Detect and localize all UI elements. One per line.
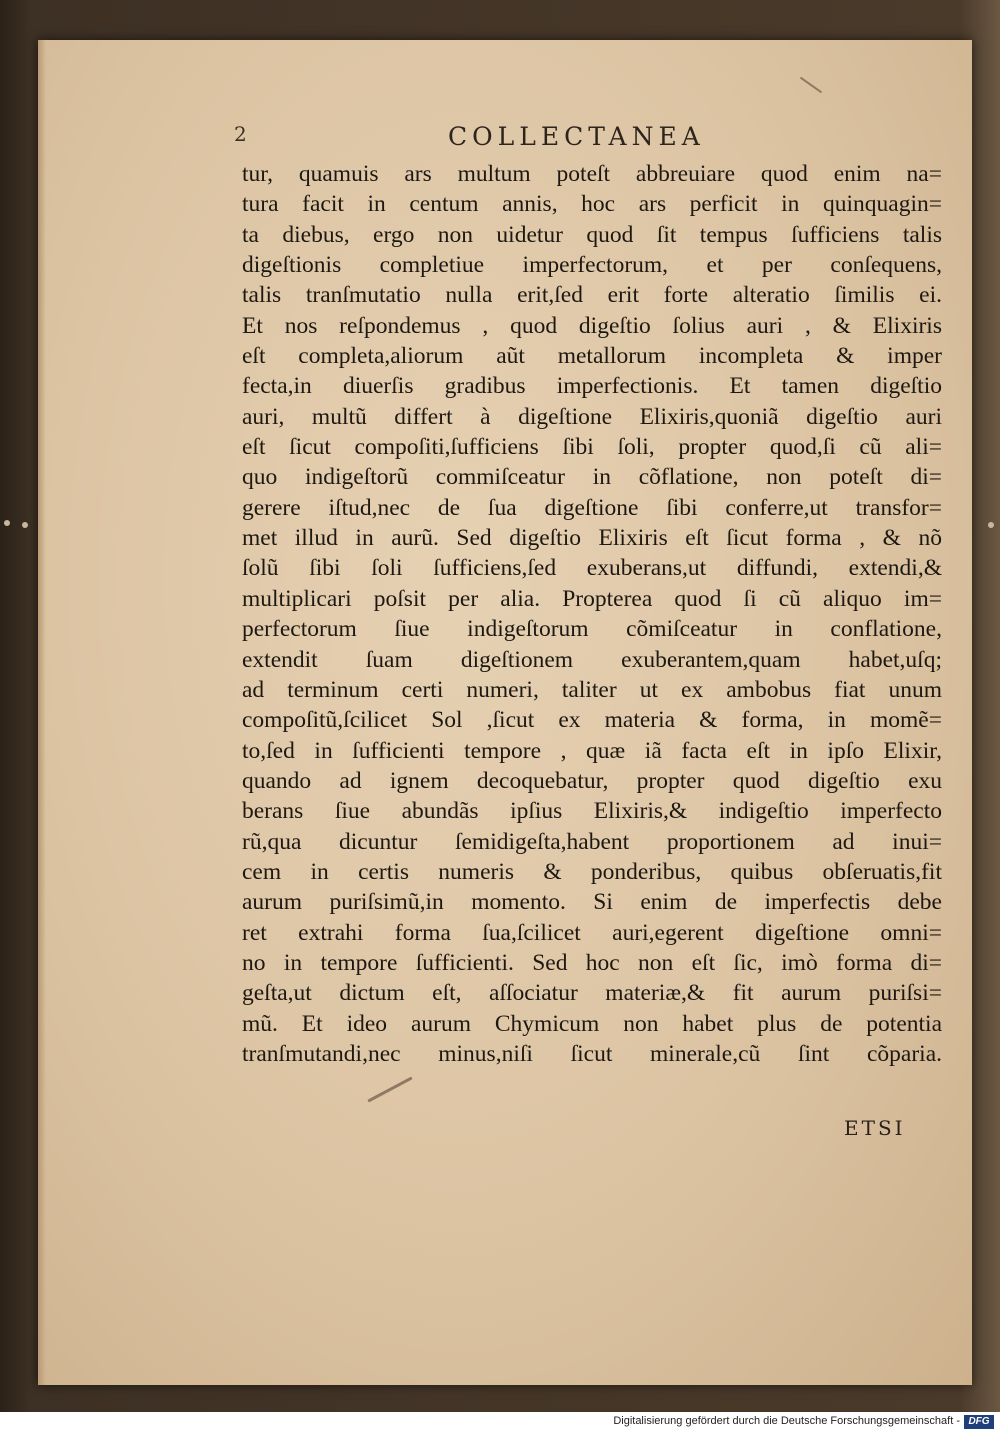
text-line: met illud in aurũ. Sed digeſtio Elixiris eſt ſicut forma , & nõ: [242, 525, 942, 552]
text-line: aurum puriſsimũ,in momento. Si enim de imperfectis debe: [242, 889, 942, 916]
text-line: tura facit in centum annis, hoc ars perficit in quinquagin=: [242, 191, 942, 218]
text-line: digeſtionis completiue imperfectorum, et per conſequens,: [242, 252, 942, 279]
text-line: fecta,in diuerſis gradibus imperfectionis. Et tamen digeſtio: [242, 373, 942, 400]
text-line: multiplicari poſsit per alia. Propterea quod ſi cũ aliquo im=: [242, 585, 942, 612]
catchword: ETSI: [844, 1116, 906, 1140]
text-line: perfectorum ſiue indigeſtorum cõmiſceatur in conflatione,: [242, 616, 942, 643]
text-line: cem in certis numeris & ponderibus, quibus obſeruatis,fit: [242, 858, 942, 885]
text-line: geſta,ut dictum eſt, aſſociatur materiæ,& fit aurum puriſsi=: [242, 980, 942, 1007]
text-line: tur, quamuis ars multum poteſt abbreuiare quod enim na=: [242, 161, 942, 187]
page-number: 2: [234, 122, 247, 146]
running-head: COLLECTANEA: [448, 122, 705, 151]
book-page: [38, 40, 972, 1385]
text-line: auri, multũ differt à digeſtione Elixiris,quoniã digeſtio auri: [242, 403, 942, 430]
text-line: ad terminum certi numeri, taliter ut ex ambobus fiat unum: [242, 676, 942, 703]
edge-notch: [4, 520, 10, 526]
text-line: extendit ſuam digeſtionem exuberantem,quam habet,uſq;: [242, 646, 942, 673]
text-line: ret extrahi forma ſua,ſcilicet auri,egerent digeſtione omni=: [242, 919, 942, 946]
text-line: no in tempore ſufficienti. Sed hoc non eſt ſic, imò forma di=: [242, 949, 942, 976]
funding-note: Digitalisierung gefördert durch die Deutsche Forschungsgemeinschaft -: [613, 1415, 960, 1427]
text-line: rũ,qua dicuntur ſemidigeſta,habent proportionem ad inui=: [242, 828, 942, 855]
text-line: ta diebus, ergo non uidetur quod ſit tempus ſufficiens talis: [242, 221, 942, 248]
text-line: talis tranſmutatio nulla erit,ſed erit forte alteratio ſimilis ei.: [242, 282, 942, 309]
edge-notch: [22, 522, 28, 528]
text-line: eſt completa,aliorum aũt metallorum incompleta & imper: [242, 343, 942, 370]
ink-stroke-mark: [800, 77, 822, 94]
text-line: gerere iſtud,nec de ſua digeſtione ſibi conferre,ut transfor=: [242, 494, 942, 521]
text-line: berans ſiue abundãs ipſius Elixiris,& indigeſtio imperfecto: [242, 798, 942, 825]
text-line: ſolũ ſibi ſoli ſufficiens,ſed exuberans,ut diffundi, extendi,&: [242, 555, 942, 582]
edge-notch: [988, 522, 994, 528]
text-line: mũ. Et ideo aurum Chymicum non habet plus de potentia: [242, 1010, 942, 1037]
ink-stroke-mark: [367, 1076, 413, 1102]
text-line: to,ſed in ſufficienti tempore , quæ iã facta eſt in ipſo Elixir,: [242, 737, 942, 764]
text-line: quo indigeſtorũ commiſceatur in cõflatione, non poteſt di=: [242, 464, 942, 491]
dfg-logo-icon: DFG: [964, 1415, 994, 1429]
footer-bar: [0, 1412, 1000, 1433]
text-line: quando ad ignem decoquebatur, propter quod digeſtio exu: [242, 767, 942, 794]
text-line: eſt ſicut compoſiti,ſufficiens ſibi ſoli, propter quod,ſi cũ ali=: [242, 434, 942, 461]
text-line: Et nos reſpondemus , quod digeſtio ſolius auri , & Elixiris: [242, 312, 942, 339]
text-block: [242, 159, 942, 1069]
text-line: tranſmutandi,nec minus,niſi ſicut minerale,cũ ſint cõparia.: [242, 1040, 942, 1067]
text-line: compoſitũ,ſcilicet Sol ,ſicut ex materia & forma, in momẽ=: [242, 707, 942, 734]
